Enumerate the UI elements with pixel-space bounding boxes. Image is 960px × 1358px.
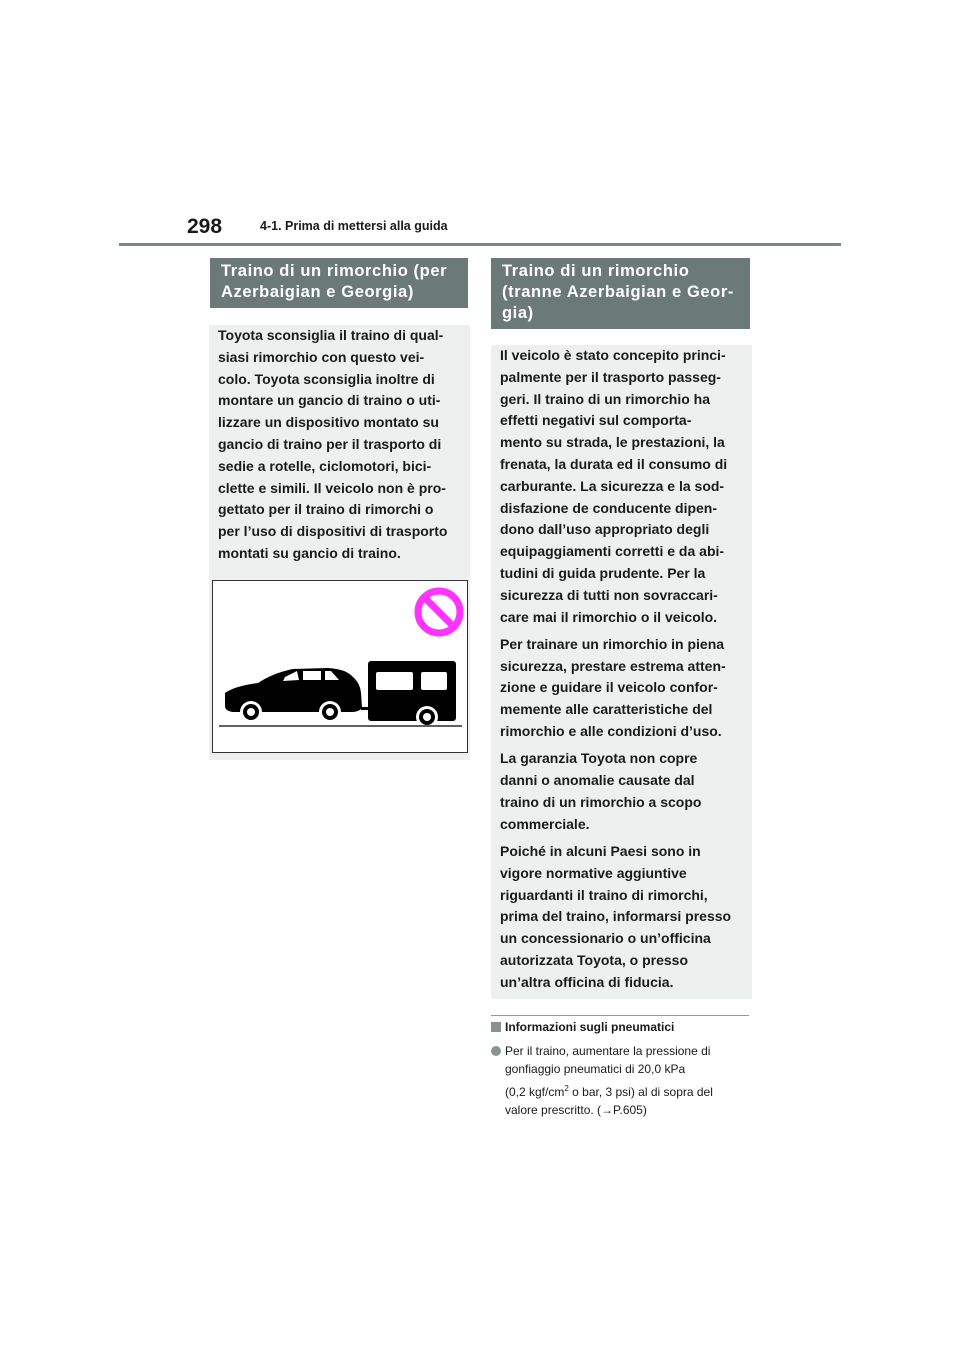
paragraph-line: siasi rimorchio con questo vei-	[218, 348, 425, 365]
heading-line: (tranne Azerbaigian e Geor-	[502, 283, 734, 301]
trailer-icon	[368, 661, 456, 728]
square-bullet-icon	[491, 1022, 501, 1032]
paragraph-line: geri. Il traino di un rimorchio ha	[500, 390, 711, 407]
bullet-line: gonfiaggio pneumatici di 20,0 kPa	[505, 1061, 686, 1076]
paragraph-line: gancio di traino per il trasporto di	[218, 435, 442, 452]
paragraph-line: memente alle caratteristiche del	[500, 701, 713, 718]
paragraph-line: colo. Toyota sconsiglia inoltre di	[218, 370, 435, 387]
paragraph	[500, 345, 743, 628]
car-icon	[225, 668, 369, 723]
text: o bar, 3 psi) al di sopra del	[568, 1085, 713, 1099]
paragraph-line: danni o anomalie causate dal	[500, 772, 695, 789]
paragraph-line: Per trainare un rimorchio in piena	[500, 635, 725, 652]
superscript: 2	[564, 1084, 569, 1093]
paragraph	[500, 748, 743, 835]
paragraph-line: rimorchio e alle condizioni d’uso.	[500, 723, 722, 740]
paragraph-line: Il veicolo è stato concepito princi-	[500, 347, 726, 363]
left-section-heading	[210, 258, 468, 308]
paragraph-line: un’altra officina di fiducia.	[500, 973, 674, 990]
info-heading	[491, 1020, 674, 1034]
bullet-line	[505, 1080, 713, 1102]
text: (0,2 kgf/cm	[505, 1085, 565, 1099]
paragraph-line: sicurezza, prestare estrema atten-	[500, 657, 726, 674]
heading-line: Azerbaigian e Georgia)	[221, 283, 414, 301]
paragraph-line: commerciale.	[500, 815, 590, 832]
circle-bullet-icon	[491, 1046, 501, 1056]
paragraph	[500, 634, 743, 743]
paragraph-line: dono dall’uso appropriato degli	[500, 521, 710, 538]
paragraph-line: Poiché in alcuni Paesi sono in	[500, 843, 701, 860]
paragraph-line: effetti negativi sul comporta-	[500, 412, 692, 429]
info-divider	[491, 1015, 749, 1016]
paragraph-line: mento su strada, le prestazioni, la	[500, 434, 725, 451]
paragraph	[500, 841, 743, 994]
heading-line: Traino di un rimorchio	[502, 262, 690, 280]
header-divider	[119, 243, 841, 246]
paragraph-line: montati su gancio di traino.	[218, 544, 401, 561]
paragraph-line: disfazione de conducente dipen-	[500, 499, 718, 516]
prohibition-icon	[418, 591, 460, 633]
paragraph-line: autorizzata Toyota, o presso	[500, 952, 688, 969]
paragraph-line: montare un gancio di traino o uti-	[218, 392, 441, 409]
paragraph-line: lizzare un dispositivo montato su	[218, 414, 439, 431]
paragraph-line: tudini di guida prudente. Per la	[500, 564, 706, 581]
heading-line: Traino di un rimorchio (per	[221, 262, 448, 280]
info-bullet	[491, 1043, 713, 1119]
bullet-line: Per il traino, aumentare la pressione di	[505, 1044, 711, 1058]
paragraph-line: riguardanti il traino di rimorchi,	[500, 886, 708, 903]
paragraph-line: Toyota sconsiglia il traino di qual-	[218, 327, 444, 343]
paragraph-line: frenata, la durata ed il consumo di	[500, 455, 728, 472]
paragraph-line: equipaggiamenti corretti e da abi-	[500, 543, 725, 560]
paragraph-line: sedie a rotelle, ciclomotori, bici-	[218, 457, 432, 474]
paragraph-line: sicurezza di tutti non sovraccari-	[500, 586, 718, 603]
paragraph	[218, 325, 461, 565]
paragraph-line: care mai il rimorchio o il veicolo.	[500, 608, 718, 625]
no-towing-illustration	[212, 580, 468, 753]
paragraph-line: zione e guidare il veicolo confor-	[500, 679, 718, 696]
paragraph-line: traino di un rimorchio a scopo	[500, 793, 702, 810]
right-text-box	[491, 345, 752, 999]
paragraph-line: clette e simili. Il veicolo non è pro-	[218, 479, 446, 496]
page-number: 298	[187, 215, 223, 238]
info-title: Informazioni sugli pneumatici	[505, 1020, 675, 1034]
right-section-heading	[491, 258, 750, 329]
page-reference-line[interactable]: valore prescritto. (→P.605)	[505, 1102, 647, 1117]
paragraph-line: La garanzia Toyota non copre	[500, 750, 698, 767]
paragraph-line: vigore normative aggiuntive	[500, 864, 687, 881]
paragraph-line: prima del traino, informarsi presso	[500, 908, 732, 925]
section-title: 4-1. Prima di mettersi alla guida	[260, 219, 448, 233]
paragraph-line: un concessionario o un’officina	[500, 930, 711, 947]
paragraph-line: palmente per il trasporto passeg-	[500, 368, 721, 385]
paragraph-line: carburante. La sicurezza e la sod-	[500, 477, 725, 494]
paragraph-line: per l’uso di dispositivi di trasporto	[218, 523, 448, 540]
paragraph-line: gettato per il traino di rimorchi o	[218, 501, 434, 518]
heading-line: gia)	[502, 304, 534, 322]
